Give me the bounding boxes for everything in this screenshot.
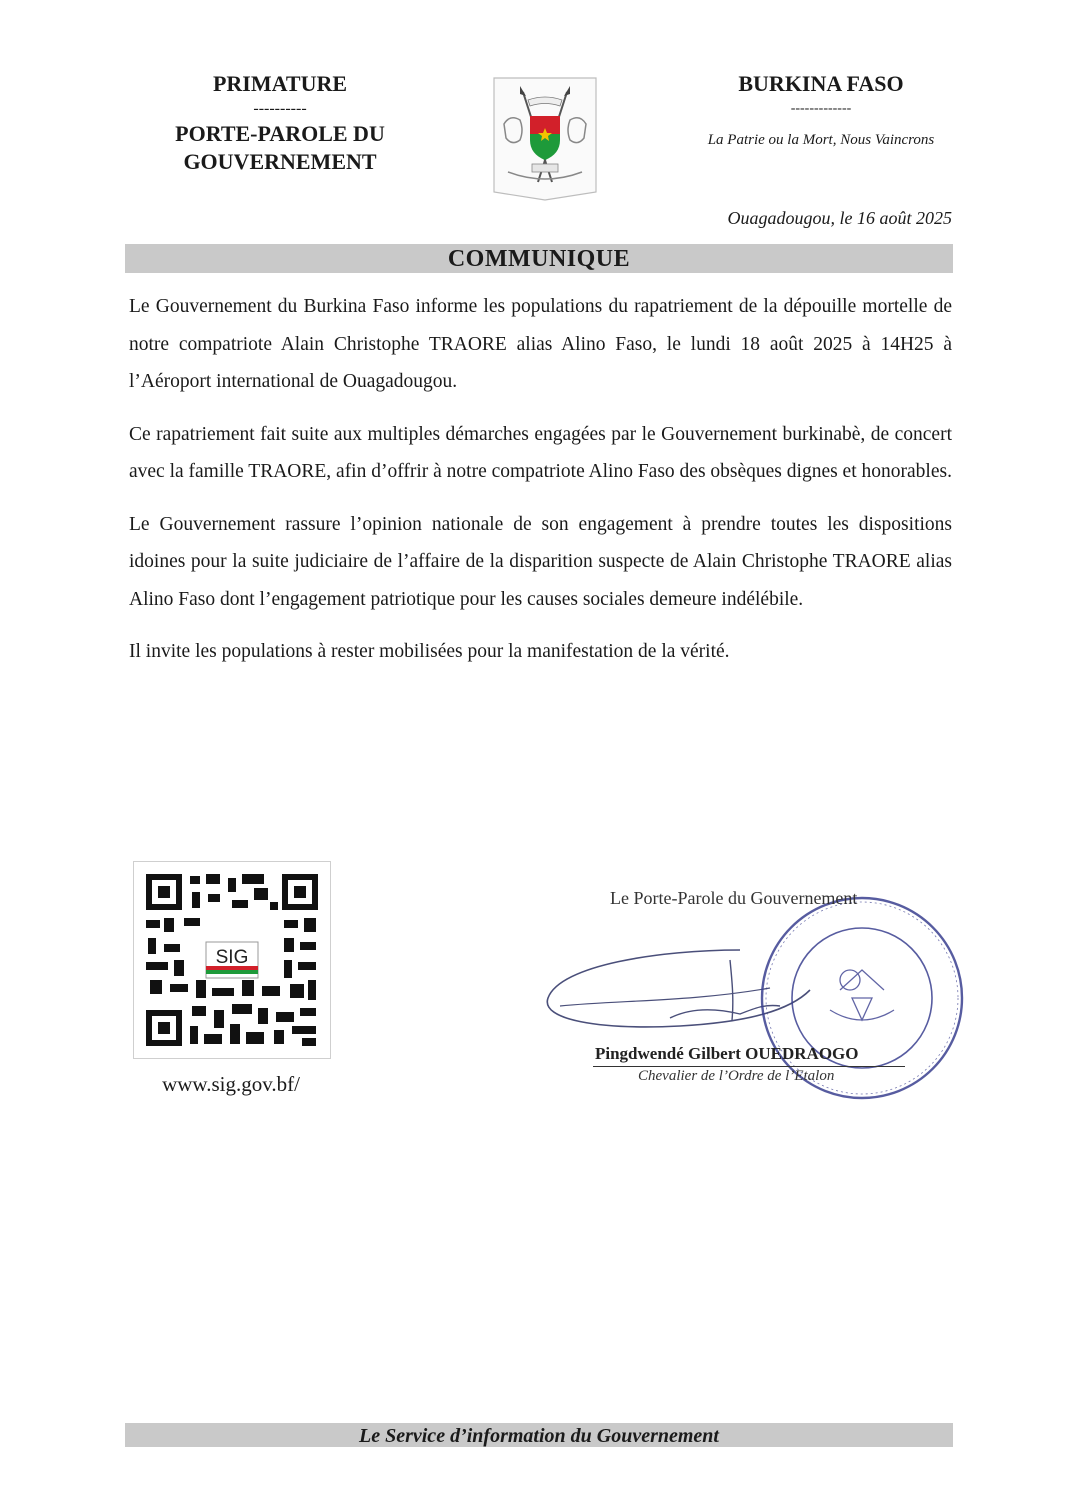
name-underline (593, 1066, 905, 1067)
paragraph-1: Le Gouvernement du Burkina Faso informe les populations du rapatriement de la dépouille mortelle de notre compatriote Alain Christophe TRAORE alias Alino Faso, le lundi 18 août 2025 à 14H25 à l’Aéroport international de Ouagadougou. (129, 296, 952, 392)
issuer-block (130, 70, 430, 176)
issuer-gouvernement: GOUVERNEMENT (183, 149, 377, 174)
issuer-porte-parole: PORTE-PAROLE DU (175, 121, 385, 146)
qr-code (133, 861, 331, 1059)
footer-service: Le Service d’information du Gouvernement (125, 1423, 953, 1447)
signatory-name: Pingdwendé Gilbert OUEDRAOGO (595, 1044, 859, 1063)
date-line: Ouagadougou, le 16 août 2025 (727, 208, 952, 228)
country-name: BURKINA FASO (738, 71, 904, 96)
signature-stamp-graphic (540, 880, 970, 1100)
national-motto: La Patrie ou la Mort, Nous Vaincrons (707, 132, 935, 148)
signatory-role: Le Porte-Parole du Gouvernement (610, 888, 858, 908)
paragraph-3: Le Gouvernement rassure l’opinion nationale de son engagement à prendre toutes les dispositions idoines pour la suite judiciaire de l’affaire de la disparition suspecte de Alain Christophe TRAORE alias Alino Faso dont l’engagement patriotique pour les causes sociales demeure indélébile. (129, 513, 952, 610)
paragraph-2: Ce rapatriement fait suite aux multiples démarches engagées par le Gouvernement burkinabè, de concert avec la famille TRAORE, afin d’offrir à notre compatriote Alino Faso des obsèques dignes et honorables. (129, 423, 952, 482)
sig-logo-text: SIG (215, 947, 249, 968)
issuer-primature: PRIMATURE (212, 71, 348, 96)
communique-body (129, 288, 952, 686)
country-block (690, 70, 952, 149)
website-url: www.sig.gov.bf/ (162, 1072, 300, 1096)
document-title: COMMUNIQUE (125, 244, 953, 273)
country-separator: ------------- (790, 101, 852, 116)
coat-of-arms-emblem (490, 74, 600, 202)
paragraph-4: Il invite les populations à rester mobilisées pour la manifestation de la vérité. (129, 641, 730, 662)
issuer-separator: ---------- (253, 100, 307, 117)
signatory-distinction: Chevalier de l’Ordre de l’Etalon (638, 1068, 835, 1084)
